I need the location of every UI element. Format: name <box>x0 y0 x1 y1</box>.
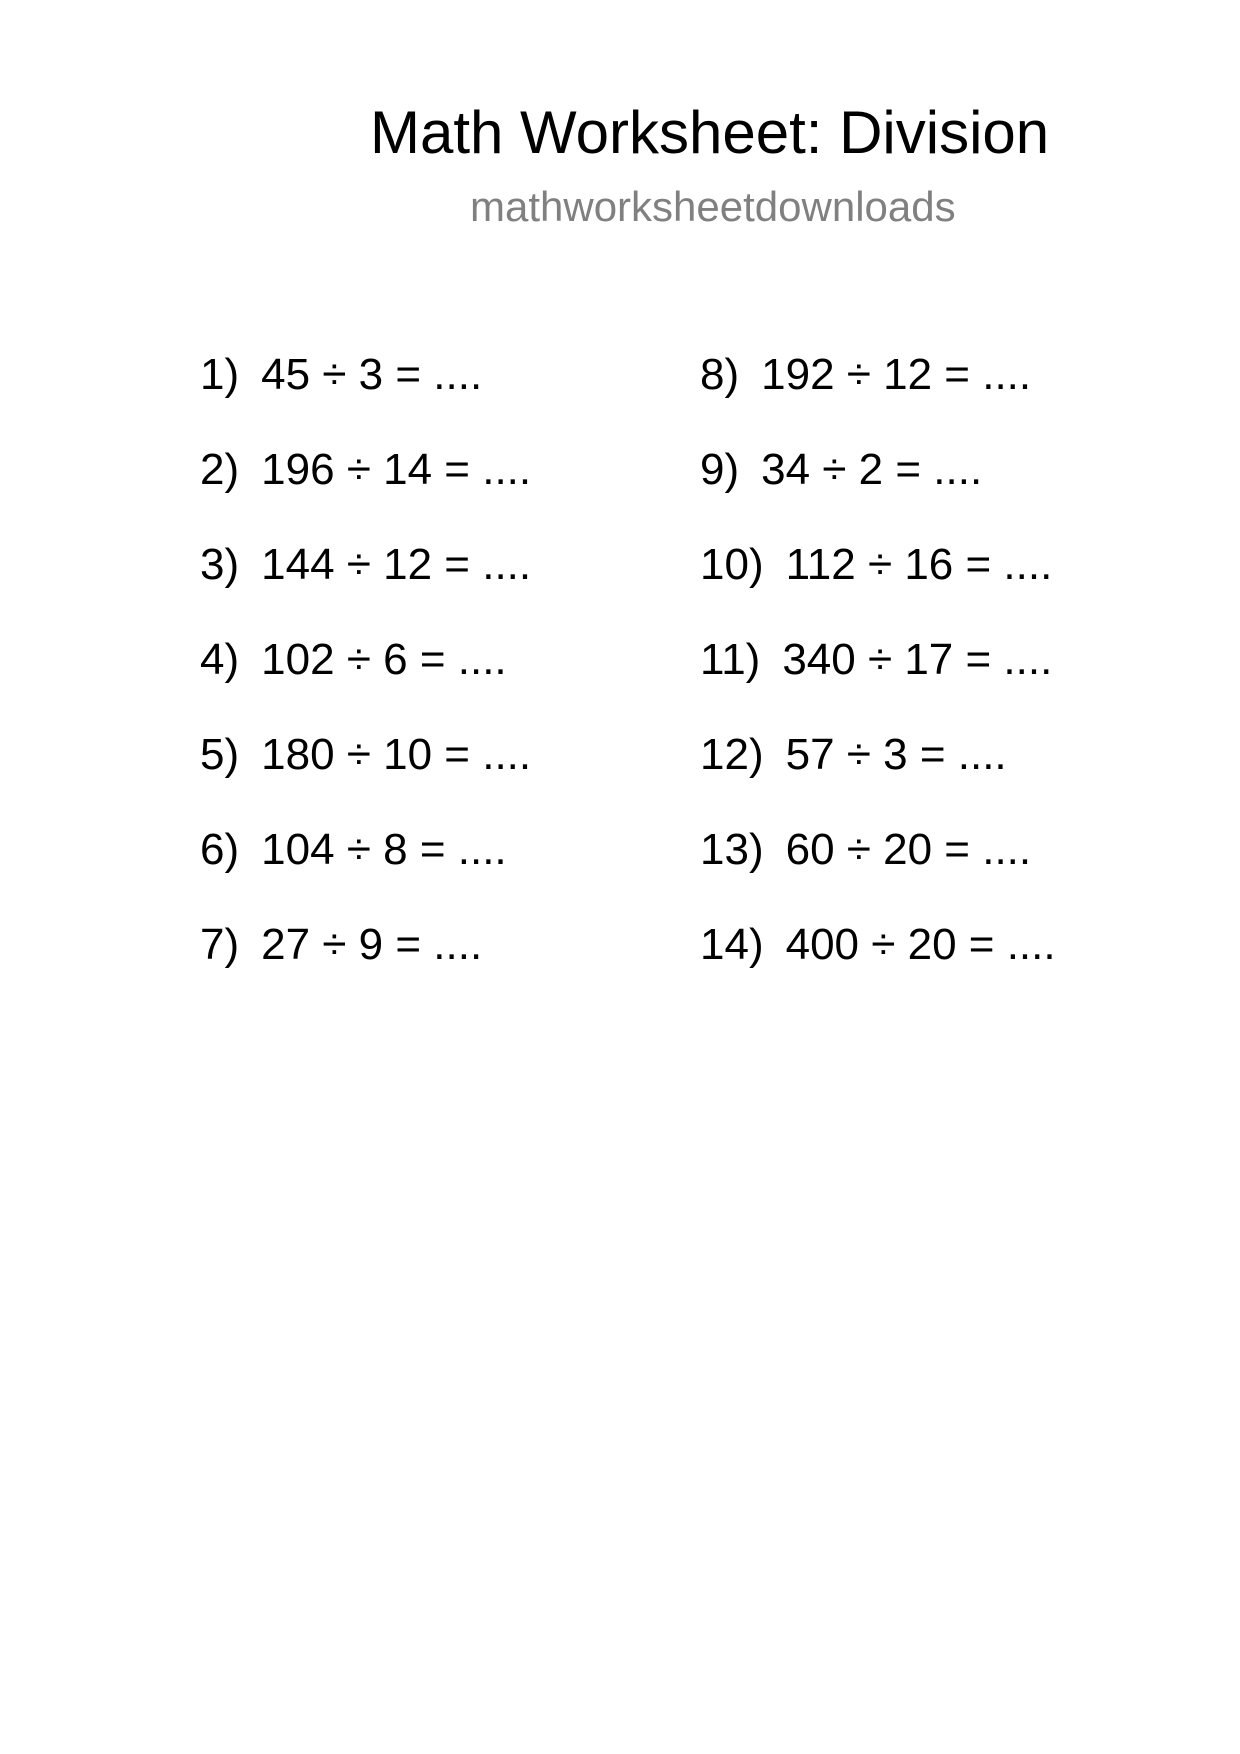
problem-number: 3) <box>200 540 240 589</box>
problem-expression: 27 ÷ 9 = .... <box>261 920 483 969</box>
problem-expression: 104 ÷ 8 = .... <box>261 825 507 874</box>
problem-item <box>200 350 531 445</box>
problem-number: 4) <box>200 635 240 684</box>
problem-item <box>200 445 531 540</box>
page-title: Math Worksheet: Division <box>370 99 1050 166</box>
problem-item <box>700 540 1056 635</box>
problem-number: 8) <box>700 350 740 399</box>
problem-number: 1) <box>200 350 240 399</box>
problem-item <box>700 825 1056 920</box>
problem-expression: 112 ÷ 16 = .... <box>785 540 1053 589</box>
problem-expression: 180 ÷ 10 = .... <box>261 730 532 779</box>
problem-item <box>700 445 1056 540</box>
page-subtitle: mathworksheetdownloads <box>470 183 956 230</box>
problem-expression: 34 ÷ 2 = .... <box>761 445 983 494</box>
problem-item <box>200 825 531 920</box>
problem-number: 2) <box>200 445 240 494</box>
problem-number: 13) <box>700 825 764 874</box>
problem-item <box>200 635 531 730</box>
problem-expression: 340 ÷ 17 = .... <box>782 635 1053 684</box>
problem-item <box>200 920 531 1015</box>
problem-expression: 60 ÷ 20 = .... <box>785 825 1032 874</box>
problem-expression: 400 ÷ 20 = .... <box>785 920 1056 969</box>
problem-number: 12) <box>700 730 764 779</box>
problem-item <box>700 920 1056 1015</box>
problem-number: 14) <box>700 920 764 969</box>
problem-expression: 192 ÷ 12 = .... <box>761 350 1032 399</box>
problem-number: 6) <box>200 825 240 874</box>
problem-expression: 144 ÷ 12 = .... <box>261 540 532 589</box>
problem-number: 10) <box>700 540 764 589</box>
problem-number: 7) <box>200 920 240 969</box>
problem-column-right <box>700 350 1056 1015</box>
problem-item <box>700 730 1056 825</box>
problem-number: 9) <box>700 445 740 494</box>
problem-number: 11) <box>700 635 761 684</box>
problem-expression: 57 ÷ 3 = .... <box>785 730 1007 779</box>
problem-item <box>200 730 531 825</box>
problem-item <box>700 635 1056 730</box>
problem-expression: 45 ÷ 3 = .... <box>261 350 483 399</box>
problem-column-left <box>200 350 531 1015</box>
problem-item <box>200 540 531 635</box>
problem-expression: 196 ÷ 14 = .... <box>261 445 532 494</box>
problem-item <box>700 350 1056 445</box>
problem-number: 5) <box>200 730 240 779</box>
problem-expression: 102 ÷ 6 = .... <box>261 635 507 684</box>
